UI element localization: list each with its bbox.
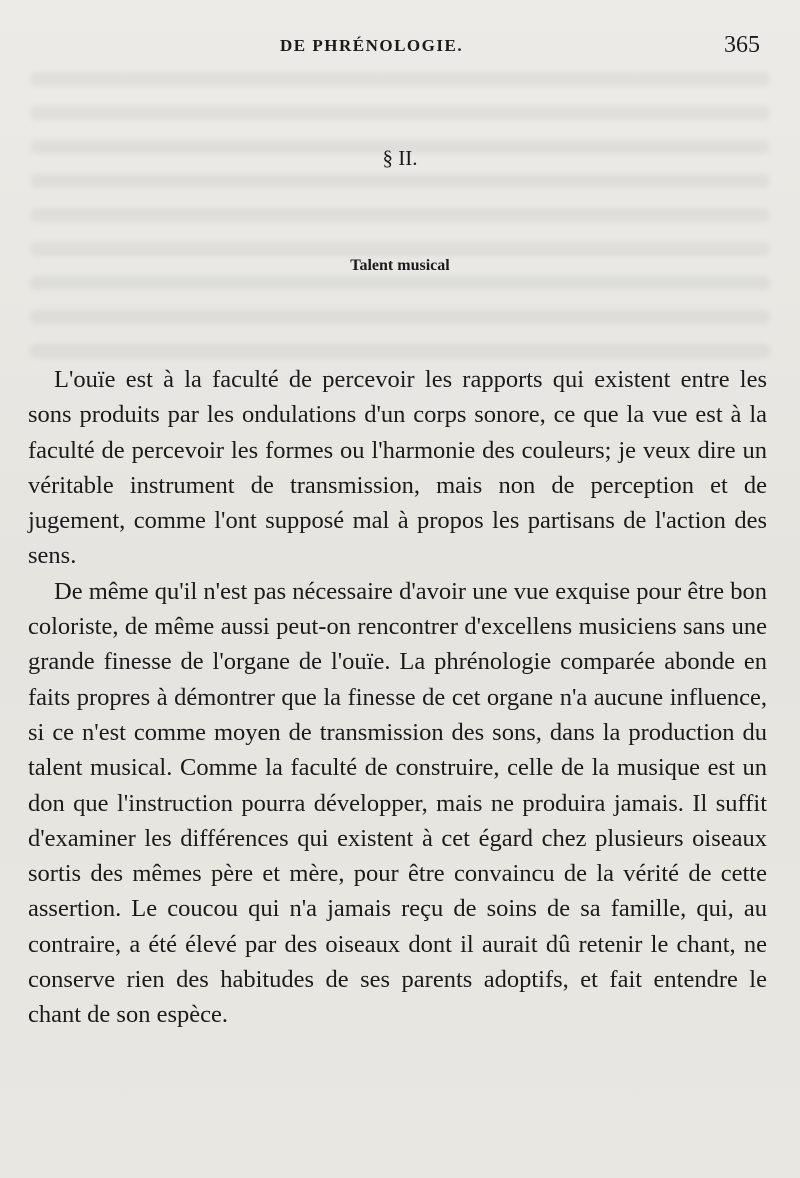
bleed-through-line	[30, 72, 770, 86]
bleed-through-line	[30, 174, 770, 188]
bleed-through-line	[30, 106, 770, 120]
paragraph: De même qu'il n'est pas nécessaire d'avoir une vue exquise pour être bon coloriste, de même aussi peut-on rencontrer d'excellens musiciens sans une grande finesse de l'organe de l'ouïe. La phrénologie comparée abonde en faits propres à démontrer que la finesse de cet organe n'a aucune influence, si ce n'est comme moyen de transmission des sons, dans la production du talent musical. Comme la faculté de construire, celle de la musique est un don que l'instruction pourra développer, mais ne produira jamais. Il suffit d'examiner les différences qui existent à cet égard chez plusieurs oiseaux sortis des mêmes père et mère, pour être convaincu de la vérité de cette assertion. Le coucou qui n'a jamais reçu de soins de sa famille, qui, au contraire, a été élevé par des oiseaux dont il aurait dû retenir le chant, ne conserve rien des habitudes de ses parents adoptifs, et fait entendre le chant de son espèce.	[28, 577, 767, 1029]
bleed-through-line	[30, 242, 770, 256]
bleed-through-line	[30, 208, 770, 222]
paragraph: L'ouïe est à la faculté de percevoir les rapports qui existent entre les sons produits par les ondulations d'un corps sonore, ce que la vue est à la faculté de percevoir les formes ou l'harmonie des couleurs; je veux dire un véritable instrument de transmission, mais non de perception et de jugement, comme l'ont supposé mal à propos les partisans de l'action des sens.	[28, 366, 767, 570]
bleed-through-line	[30, 344, 770, 358]
running-head	[0, 32, 800, 62]
bleed-through-line	[30, 276, 770, 290]
page-number: 365	[724, 32, 760, 58]
section-number: § II.	[382, 146, 418, 170]
running-title: DE PHRÉNOLOGIE.	[280, 36, 464, 55]
bleed-through-line	[30, 310, 770, 324]
section-title: Talent musical	[350, 257, 450, 274]
body-text	[28, 362, 767, 1033]
